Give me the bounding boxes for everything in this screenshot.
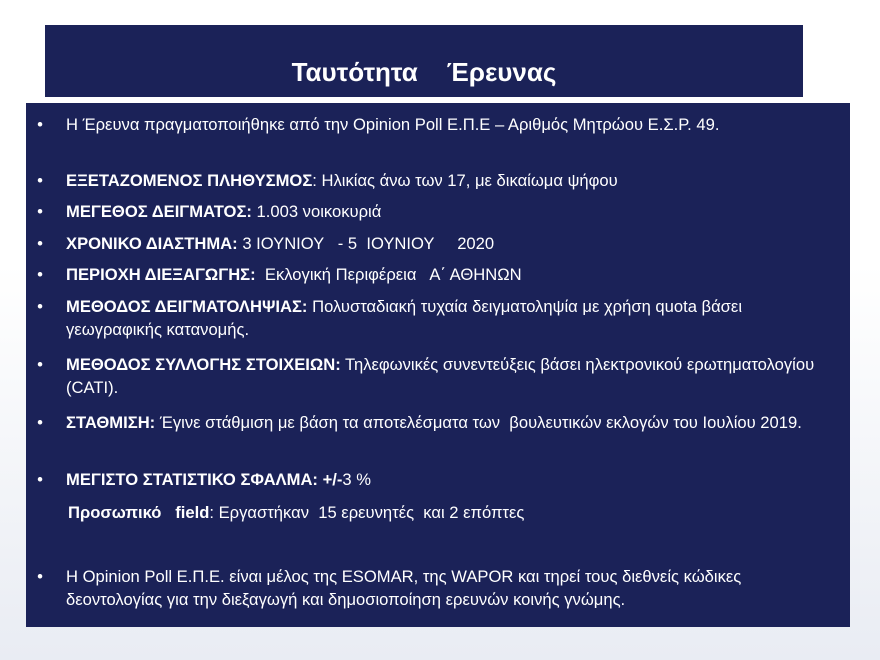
list-item	[26, 113, 850, 136]
content-panel	[26, 103, 850, 627]
item-text: Έγινε στάθμιση με βάση τα αποτελέσματα των βουλευτικών εκλογών του Ιουλίου 2019.	[155, 413, 802, 432]
list-item	[26, 263, 850, 286]
bullet-icon: •	[37, 413, 43, 432]
bullet-icon: •	[37, 115, 43, 134]
list-item	[26, 200, 850, 223]
staff-label: Προσωπικό field	[68, 503, 210, 522]
bullet-icon: •	[37, 355, 43, 374]
bullet-icon: •	[37, 171, 43, 190]
item-label: ΜΕΓΙΣΤΟ ΣΤΑΤΙΣΤΙΚΟ ΣΦΑΛΜΑ: +/-	[66, 470, 343, 489]
item-text: Τηλεφωνικές συνεντεύξεις βάσει ηλεκτρονικού ερωτηματολογίου (CATI).	[66, 355, 819, 397]
list-item	[26, 232, 850, 255]
bullet-icon: •	[37, 202, 43, 221]
list-item	[26, 169, 850, 192]
item-text: 3 ΙΟΥΝΙΟΥ - 5 ΙΟΥΝΙΟΥ 2020	[237, 234, 495, 253]
page-title: Ταυτότητα Έρευνας	[291, 57, 557, 87]
item-text: Η Έρευνα πραγματοποιήθηκε από την Opinion Poll Ε.Π.Ε – Αριθμός Μητρώου Ε.Σ.Ρ. 49.	[66, 115, 720, 134]
item-label: ΧΡΟΝΙΚΟ ΔΙΑΣΤΗΜΑ:	[66, 234, 238, 253]
item-label: ΕΞΕΤΑΖΟΜΕΝΟΣ ΠΛΗΘΥΣΜΟΣ	[66, 171, 313, 190]
bullet-icon: •	[37, 265, 43, 284]
item-label: ΜΕΘΟΔΟΣ ΔΕΙΓΜΑΤΟΛΗΨΙΑΣ:	[66, 297, 308, 316]
item-text: Πολυσταδιακή τυχαία δειγματοληψία με χρήση quota βάσει γεωγραφικής κατανομής.	[66, 297, 752, 339]
item-label: ΠΕΡΙΟΧΗ ΔΙΕΞΑΓΩΓΗΣ:	[66, 265, 256, 284]
bullet-icon: •	[37, 297, 43, 316]
list-item	[26, 295, 850, 341]
list-item	[26, 353, 850, 399]
staff-line	[26, 501, 850, 524]
item-text: Η Opinion Poll Ε.Π.Ε. είναι μέλος της ESOMAR, της WAPOR και τηρεί τους διεθνείς κώδικες δεοντολογίας για την διεξαγωγή και δημοσιοποίηση ερευνών κοινής γνώμης.	[66, 567, 746, 609]
item-label: ΜΕΘΟΔΟΣ ΣΥΛΛΟΓΗΣ ΣΤΟΙΧΕΙΩΝ:	[66, 355, 341, 374]
item-text: 1.003 νοικοκυριά	[251, 202, 382, 221]
list-item	[26, 468, 850, 491]
list-item	[26, 565, 850, 611]
title-banner	[45, 25, 803, 97]
bullet-icon: •	[37, 470, 43, 489]
item-text: : Ηλικίας άνω των 17, με δικαίωμα ψήφου	[312, 171, 618, 190]
item-text: Εκλογική Περιφέρεια Α΄ ΑΘΗΝΩΝ	[255, 265, 522, 284]
item-label: ΜΕΓΕΘΟΣ ΔΕΙΓΜΑΤΟΣ:	[66, 202, 252, 221]
staff-text: : Εργαστήκαν 15 ερευνητές και 2 επόπτες	[209, 503, 525, 522]
item-text: 3 %	[342, 470, 371, 489]
bullet-icon: •	[37, 234, 43, 253]
item-label: ΣΤΑΘΜΙΣΗ:	[66, 413, 156, 432]
list-item	[26, 411, 850, 434]
bullet-icon: •	[37, 567, 43, 586]
